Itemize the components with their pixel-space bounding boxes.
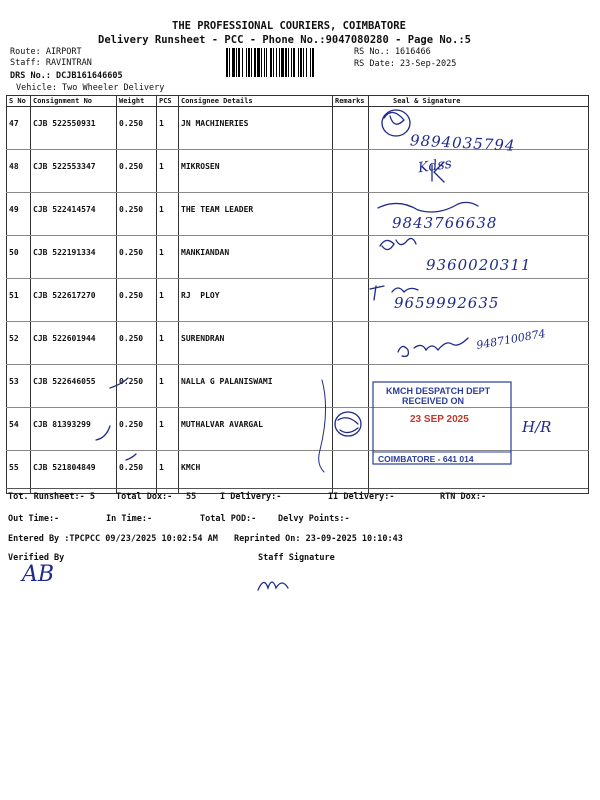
- cell-consignee: MIKROSEN: [179, 150, 333, 193]
- drs-number: DRS No.: DCJB161646605: [10, 71, 123, 81]
- cell-weight: 0.250: [117, 107, 157, 150]
- out-time: Out Time:-: [8, 514, 60, 524]
- in-time: In Time:-: [106, 514, 153, 524]
- staff-signature-label: Staff Signature: [258, 553, 335, 563]
- signature-52-phone: 9487100874: [475, 327, 547, 352]
- cell-sno: 53: [7, 365, 31, 408]
- cell-consignment: CJB 522191334: [31, 236, 117, 279]
- stamp-date: 23 SEP 2025: [410, 414, 469, 425]
- cell-signature: [369, 408, 589, 451]
- signature-51-phone: 9659992635: [394, 294, 500, 312]
- reprinted-on: Reprinted On: 23-09-2025 10:10:43: [234, 534, 403, 544]
- vehicle-label: Vehicle: Two Wheeler Delivery: [16, 83, 165, 93]
- cell-remarks: [333, 279, 369, 322]
- cell-pcs: 1: [157, 451, 179, 494]
- stamp-city: COIMBATORE - 641 014: [378, 454, 474, 464]
- staff-label: Staff: RAVINTRAN: [10, 58, 92, 68]
- cell-consignment: CJB 522617270: [31, 279, 117, 322]
- verified-by-label: Verified By: [8, 553, 65, 563]
- cell-sno: 52: [7, 322, 31, 365]
- cell-pcs: 1: [157, 365, 179, 408]
- cell-pcs: 1: [157, 408, 179, 451]
- signature-50-phone: 9360020311: [426, 256, 532, 274]
- signature-hr: H/R: [522, 418, 552, 436]
- cell-sno: 49: [7, 193, 31, 236]
- cell-weight: 0.250: [117, 193, 157, 236]
- cell-remarks: [333, 408, 369, 451]
- rtn-dox: RTN Dox:-: [440, 492, 487, 502]
- table-row: [7, 193, 589, 236]
- barcode-image: [226, 48, 351, 77]
- cell-consignment: CJB 522601944: [31, 322, 117, 365]
- cell-pcs: 1: [157, 279, 179, 322]
- total-dox-value: 55: [186, 492, 197, 502]
- cell-consignee: JN MACHINERIES: [179, 107, 333, 150]
- delvy-points: Delvy Points:-: [278, 514, 350, 524]
- cell-consignee: MUTHALVAR AVARGAL: [179, 408, 333, 451]
- col-consignment: Consignment No: [31, 96, 117, 107]
- cell-pcs: 1: [157, 193, 179, 236]
- cell-weight: 0.250: [117, 236, 157, 279]
- cell-sno: 54: [7, 408, 31, 451]
- table-row: [7, 365, 589, 408]
- cell-consignee: NALLA G PALANISWAMI: [179, 365, 333, 408]
- verified-by-sign: AB: [22, 562, 55, 587]
- cell-remarks: [333, 236, 369, 279]
- cell-weight: 0.250: [117, 451, 157, 494]
- col-sno: S No: [7, 96, 31, 107]
- cell-consignment: CJB 81393299: [31, 408, 117, 451]
- col-pcs: PCS: [157, 96, 179, 107]
- runsheet-table: [6, 95, 589, 494]
- signature-48-name: Kdss: [417, 155, 453, 177]
- staff-sign-stroke: [258, 582, 288, 590]
- summary-divider: [6, 488, 588, 489]
- cell-sno: 51: [7, 279, 31, 322]
- cell-weight: 0.250: [117, 322, 157, 365]
- route-label: Route: AIRPORT: [10, 47, 82, 57]
- cell-pcs: 1: [157, 150, 179, 193]
- cell-remarks: [333, 107, 369, 150]
- company-name: THE PROFESSIONAL COURIERS, COIMBATORE: [172, 20, 406, 32]
- cell-sno: 47: [7, 107, 31, 150]
- cell-consignee: SURENDRAN: [179, 322, 333, 365]
- table-row: [7, 279, 589, 322]
- cell-consignment: CJB 522646055: [31, 365, 117, 408]
- stamp-line1: KMCH DESPATCH DEPT: [386, 386, 491, 396]
- cell-remarks: [333, 150, 369, 193]
- cell-remarks: [333, 193, 369, 236]
- cell-signature: [369, 150, 589, 193]
- cell-consignee: MANKIANDAN: [179, 236, 333, 279]
- cell-consignee: THE TEAM LEADER: [179, 193, 333, 236]
- cell-sno: 48: [7, 150, 31, 193]
- entered-by: Entered By :TPCPCC 09/23/2025 10:02:54 AM: [8, 534, 218, 544]
- col-consignee: Consignee Details: [179, 96, 333, 107]
- col-seal-signature: Seal & Signature: [369, 96, 589, 107]
- cell-consignee: KMCH: [179, 451, 333, 494]
- ii-delivery: II Delivery:-: [328, 492, 395, 502]
- cell-sno: 55: [7, 451, 31, 494]
- cell-pcs: 1: [157, 107, 179, 150]
- cell-consignment: CJB 522553347: [31, 150, 117, 193]
- table-row: [7, 150, 589, 193]
- cell-weight: 0.250: [117, 279, 157, 322]
- total-pod: Total POD:-: [200, 514, 257, 524]
- total-dox-label: Total Dox:-: [116, 492, 173, 502]
- cell-remarks: [333, 365, 369, 408]
- table-header-row: [7, 96, 589, 107]
- cell-weight: 0.250: [117, 150, 157, 193]
- col-weight: Weight: [117, 96, 157, 107]
- signature-47-phone: 9894035794: [409, 131, 516, 155]
- cell-weight: 0.250: [117, 408, 157, 451]
- cell-sno: 50: [7, 236, 31, 279]
- runsheet-subtitle: Delivery Runsheet - PCC - Phone No.:9047080280 - Page No.:5: [98, 34, 471, 46]
- cell-pcs: 1: [157, 322, 179, 365]
- col-remarks: Remarks: [333, 96, 369, 107]
- cell-consignment: CJB 522550931: [31, 107, 117, 150]
- cell-consignment: CJB 522414574: [31, 193, 117, 236]
- i-delivery: I Delivery:-: [220, 492, 282, 502]
- rs-number: RS No.: 1616466: [354, 47, 431, 57]
- stamp-line2: RECEIVED ON: [402, 396, 465, 406]
- cell-pcs: 1: [157, 236, 179, 279]
- table-row: [7, 408, 589, 451]
- rs-date: RS Date: 23-Sep-2025: [354, 59, 457, 69]
- signature-49-phone: 9843766638: [392, 214, 498, 232]
- cell-remarks: [333, 322, 369, 365]
- cell-consignment: CJB 521804849: [31, 451, 117, 494]
- cell-consignee: RJ PLOY: [179, 279, 333, 322]
- tot-runsheet: Tot. Runsheet:- 5: [8, 492, 95, 502]
- cell-weight: 0.250: [117, 365, 157, 408]
